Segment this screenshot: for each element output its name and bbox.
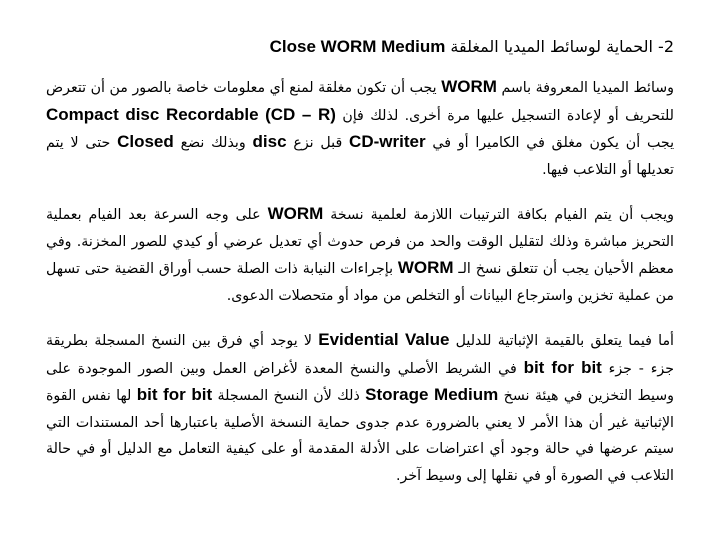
- arabic-text: يجب أن يكون مغلق في الكاميرا أو في: [425, 135, 675, 151]
- english-term: WORM: [267, 204, 324, 223]
- english-term: Compact disc Recordable (CD – R): [46, 104, 336, 124]
- arabic-text: وبذلك نضع: [173, 135, 253, 151]
- section-heading: [46, 36, 674, 58]
- english-term: CD-writer: [349, 132, 426, 151]
- arabic-text: بإجراءات النيابة ذات الصلة حسب أوراق القضية حتى تسهل من عملية تخزين واسترجاع البيانات أو التخلص من مواد أو متحصلات الدعوى.: [46, 261, 674, 304]
- heading-number: 2-: [658, 37, 674, 56]
- arabic-text: لا يوجد أي فرق بين النسخ المسجلة بطريقة جزء - جزء: [46, 333, 674, 377]
- english-term: Storage Medium: [365, 385, 499, 404]
- paragraph-2: [46, 201, 674, 309]
- english-term: bit for bit: [136, 385, 213, 404]
- english-term: Evidential Value: [318, 330, 450, 349]
- arabic-text: ويجب أن يتم الفيام بكافة الترتيبات اللازمة لعلمية نسخة: [323, 207, 674, 223]
- arabic-text: في الشريط الأصلي والنسخ المعدة لأغراض العمل وبين الصور الموجودة على وسيط التخزين في هيئة نسخ: [46, 360, 674, 404]
- paragraph-1: [46, 74, 674, 183]
- arabic-text: وسائط الميديا المعروفة باسم: [496, 80, 675, 96]
- heading-arabic: الحماية لوسائط الميديا المغلقة: [450, 37, 653, 56]
- english-term: WORM: [397, 258, 454, 277]
- arabic-text: يجب أن تكون مغلقة لمنع أي معلومات خاصة بالصور من أن تتعرض للتحريف أو لإعادة التسجيل عليها مرة أخرى. لذلك فإن: [46, 80, 675, 124]
- english-term: WORM: [441, 77, 497, 96]
- heading-english: Close WORM Medium: [269, 37, 446, 56]
- english-term: Closed: [117, 132, 174, 151]
- arabic-text: على وجه السرعة بعد الفيام بعملية التحريز مباشرة وذلك لتقليل الوقت والحد من فرص حدوث أي تعديل عرضي أو كيدي للصور المخزنة. وفي معظم الأحيان يجب أن تتعلق نسخ الـ: [46, 207, 674, 277]
- arabic-text: ذلك لأن النسخ المسجلة: [212, 388, 366, 404]
- arabic-text: أما فيما يتعلق بالقيمة الإثباتية للدليل: [449, 333, 674, 349]
- paragraph-3: [46, 327, 674, 489]
- arabic-text: لها نفس القوة الإثباتية غير أن هذا الأمر لا يعني بالضرورة عدم جدوى حماية النسخة الأصلية باعتبارها أحد المستندات التي سيتم عرضها في حالة وجود أي اعتراضات على الأدلة المقدمة أو على كيفية التعامل مع الدليل أو في حالة التلاعب في الصورة أو في نقلها إلى وسيط آخر.: [46, 388, 674, 484]
- english-term: disc: [252, 132, 287, 151]
- arabic-text: قبل نزع: [286, 135, 350, 151]
- arabic-text: حتى لا يتم تعديلها أو التلاعب فيها.: [46, 135, 674, 178]
- english-term: bit for bit: [523, 357, 602, 377]
